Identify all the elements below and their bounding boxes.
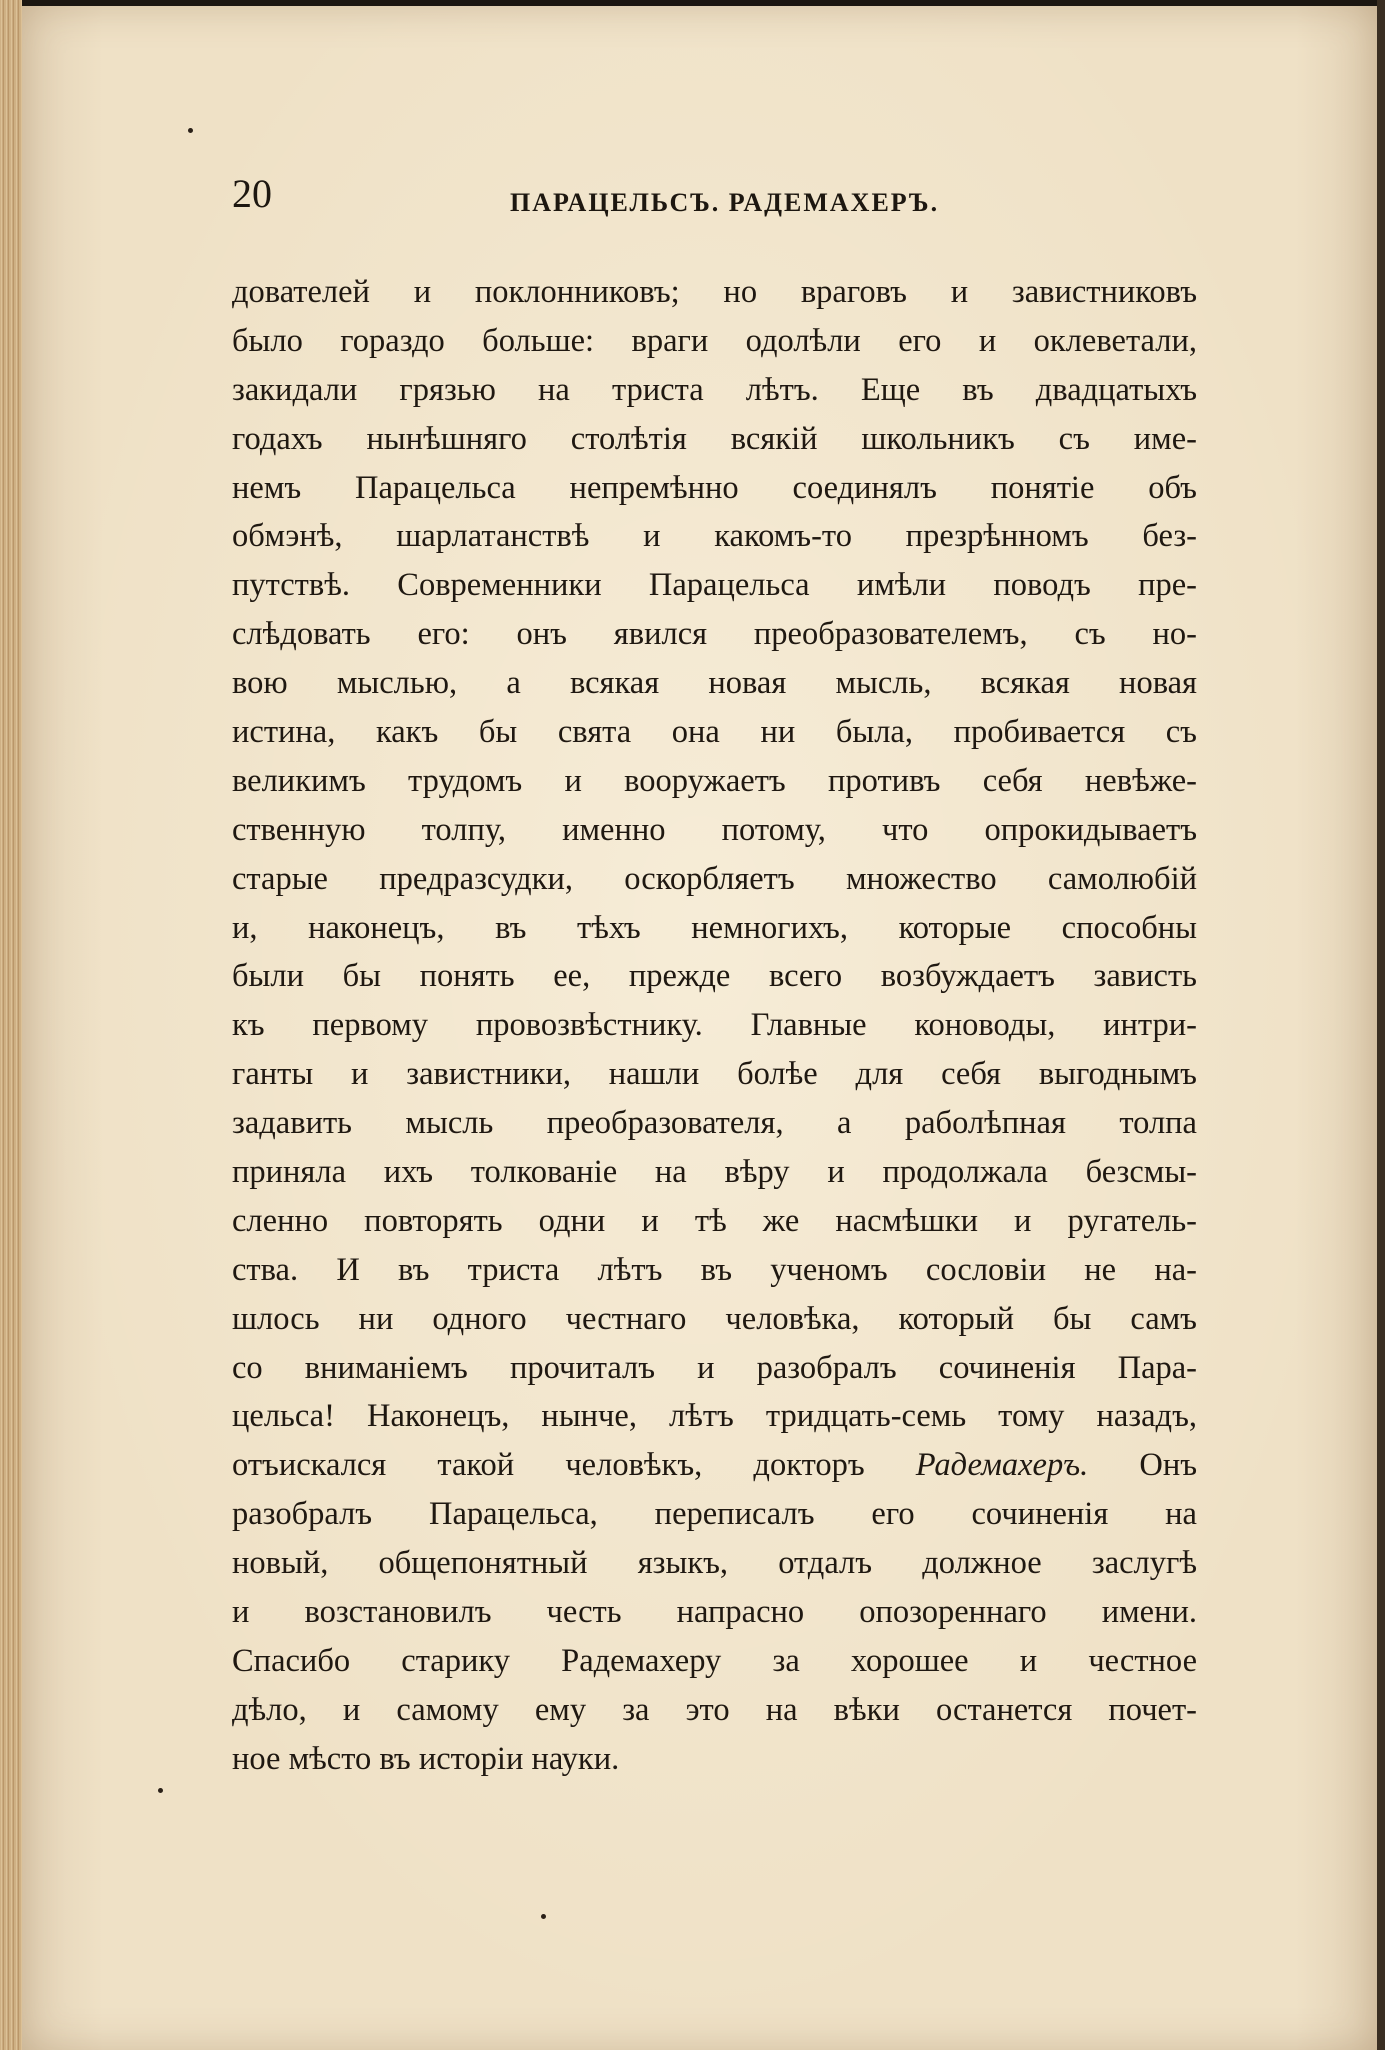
text-line: слѣдовать его: онъ явился преобразователемъ, съ но- [232,616,1197,653]
text-line: ственную толпу, именно потому, что опрокидываетъ [232,811,1197,848]
text-line: ганты и завистники, нашли болѣе для себя выгоднымъ [232,1056,1197,1093]
text-segment: отъискался такой человѣкъ, докторъ [232,1447,865,1484]
text-line-final: ное мѣсто въ исторіи науки. [232,1740,620,1777]
text-line: къ первому провозвѣстнику. Главные коноводы, интри- [232,1007,1197,1044]
text-line: со вниманіемъ прочиталъ и разобралъ сочиненія Пара- [232,1349,1197,1386]
text-line: немъ Парацельса непремѣнно соединялъ понятіе объ [232,469,1197,506]
text-line: было гораздо больше: враги одолѣли его и оклеветали, [232,322,1197,359]
text-line: старые предразсудки, оскорбляетъ множество самолюбій [232,860,1197,897]
text-line: сленно повторять одни и тѣ же насмѣшки и ругатель- [232,1202,1197,1239]
text-segment: Онъ [1139,1447,1198,1484]
text-line: великимъ трудомъ и вооружаетъ противъ себя невѣже- [232,762,1197,799]
body-text [232,268,1197,1784]
text-line: закидали грязью на триста лѣтъ. Еще въ двадцатыхъ [232,371,1197,408]
text-line: и, наконецъ, въ тѣхъ немногихъ, которые способны [232,909,1197,946]
text-line: истина, какъ бы свята она ни была, пробивается съ [232,714,1197,751]
ink-speck [158,1788,163,1793]
ink-speck [541,1914,546,1919]
text-line: приняла ихъ толкованіе на вѣру и продолжала безсмы- [232,1154,1197,1191]
text-line: дователей и поклонниковъ; но враговъ и завистниковъ [232,274,1197,310]
text-line: Спасибо старику Радемахеру за хорошее и честное [232,1642,1197,1679]
ink-speck [188,128,193,133]
text-line: новый, общепонятный языкъ, отдалъ должное заслугѣ [232,1545,1197,1582]
text-line: цельса! Наконецъ, нынче, лѣтъ тридцать-семь тому назадъ, [232,1398,1197,1435]
text-line: и возстановилъ честь напрасно опозореннаго имени. [232,1594,1197,1631]
text-line: разобралъ Парацельса, переписалъ его сочиненія на [232,1496,1197,1533]
scan-border [1377,0,1385,2050]
book-page-edges [0,0,22,2050]
text-line: задавить мысль преобразователя, а раболѣпная толпа [232,1105,1197,1142]
text-line: ства. И въ триста лѣтъ въ ученомъ сословіи не на- [232,1251,1197,1288]
italic-name: Радемахеръ. [915,1447,1089,1484]
text-line: путствѣ. Современники Парацельса имѣли поводъ пре- [232,567,1197,604]
text-line: были бы понять ее, прежде всего возбуждаетъ зависть [232,958,1197,995]
text-line: дѣло, и самому ему за это на вѣки останется почет- [232,1691,1197,1728]
text-line-mixed [232,1441,1197,1490]
text-line: обмэнѣ, шарлатанствѣ и какомъ-то презрѣнномъ без- [232,518,1197,555]
text-line: вою мыслью, а всякая новая мысль, всякая новая [232,665,1197,702]
running-header [232,170,1192,220]
running-title: ПАРАЦЕЛЬСЪ. РАДЕМАХЕРЪ. [510,188,940,217]
text-line: шлось ни одного честнаго человѣка, который бы самъ [232,1300,1197,1337]
page-number: 20 [232,171,272,216]
text-line: годахъ нынѣшняго столѣтія всякій школьникъ съ име- [232,420,1197,457]
